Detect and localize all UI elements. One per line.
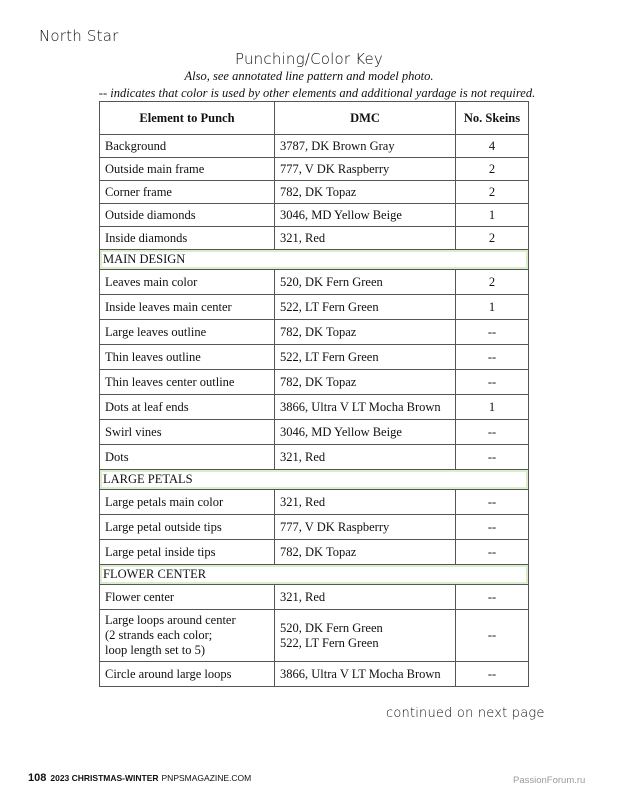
- skeins-cell: 1: [456, 204, 529, 227]
- dmc-cell: 777, V DK Raspberry: [275, 158, 456, 181]
- dmc-cell: 522, LT Fern Green: [275, 345, 456, 370]
- table-row: [100, 345, 529, 370]
- element-cell: Flower center: [100, 585, 275, 610]
- skeins-cell: --: [456, 445, 529, 470]
- element-cell: Inside diamonds: [100, 227, 275, 250]
- dmc-cell: 782, DK Topaz: [275, 540, 456, 565]
- dmc-cell: 782, DK Topaz: [275, 181, 456, 204]
- table-row: [100, 395, 529, 420]
- skeins-cell: 2: [456, 227, 529, 250]
- skeins-cell: --: [456, 662, 529, 687]
- dmc-line: 522, LT Fern Green: [280, 635, 379, 650]
- dmc-cell: 321, Red: [275, 585, 456, 610]
- table-row: [100, 490, 529, 515]
- dmc-cell: 321, Red: [275, 490, 456, 515]
- skeins-cell: --: [456, 610, 529, 662]
- skeins-cell: --: [456, 515, 529, 540]
- skeins-cell: 2: [456, 158, 529, 181]
- site-url: PNPSMAGAZINE.COM: [161, 773, 252, 783]
- table-row: [100, 135, 529, 158]
- dmc-cell: 3046, MD Yellow Beige: [275, 204, 456, 227]
- element-cell: Dots at leaf ends: [100, 395, 275, 420]
- element-line: Large loops around center: [105, 613, 236, 627]
- table-row: [100, 515, 529, 540]
- table-row: [100, 370, 529, 395]
- section-title: FLOWER CENTER: [100, 565, 529, 585]
- dmc-cell: 777, V DK Raspberry: [275, 515, 456, 540]
- dmc-cell: 3787, DK Brown Gray: [275, 135, 456, 158]
- dmc-cell: 522, LT Fern Green: [275, 295, 456, 320]
- skeins-cell: --: [456, 345, 529, 370]
- watermark: PassionForum.ru: [513, 775, 586, 786]
- legend-note: -- indicates that color is used by other elements and additional yardage is not required.: [98, 86, 536, 100]
- table-row: [100, 227, 529, 250]
- dmc-cell: 782, DK Topaz: [275, 370, 456, 395]
- table-row: [100, 540, 529, 565]
- dmc-cell: 321, Red: [275, 445, 456, 470]
- key-title: Punching/Color Key: [234, 50, 383, 68]
- continued-note: continued on next page: [386, 706, 545, 721]
- dmc-cell: 3046, MD Yellow Beige: [275, 420, 456, 445]
- element-cell: Outside diamonds: [100, 204, 275, 227]
- table-row: [100, 445, 529, 470]
- skeins-cell: --: [456, 540, 529, 565]
- dmc-cell: 520, DK Fern Green: [275, 270, 456, 295]
- subtitle-note: Also, see annotated line pattern and model photo.: [184, 69, 434, 83]
- skeins-cell: 2: [456, 181, 529, 204]
- dmc-line: 520, DK Fern Green: [280, 620, 383, 635]
- section-title: MAIN DESIGN: [100, 250, 529, 270]
- skeins-cell: --: [456, 420, 529, 445]
- element-line: loop length set to 5): [105, 643, 205, 657]
- skeins-cell: --: [456, 370, 529, 395]
- skeins-cell: 1: [456, 295, 529, 320]
- column-header: No. Skeins: [456, 102, 529, 135]
- column-header: DMC: [275, 102, 456, 135]
- dmc-cell: 321, Red: [275, 227, 456, 250]
- element-cell: Outside main frame: [100, 158, 275, 181]
- element-cell: Large petals main color: [100, 490, 275, 515]
- element-cell: Thin leaves center outline: [100, 370, 275, 395]
- table-row: [100, 158, 529, 181]
- table-row: [100, 662, 529, 687]
- table-row: [100, 181, 529, 204]
- element-cell: Thin leaves outline: [100, 345, 275, 370]
- section-header-row: [100, 250, 529, 270]
- dmc-cell: 782, DK Topaz: [275, 320, 456, 345]
- table-row: [100, 585, 529, 610]
- dmc-cell: [275, 610, 456, 662]
- dmc-cell: 3866, Ultra V LT Mocha Brown: [275, 395, 456, 420]
- element-cell: Background: [100, 135, 275, 158]
- header-label: North Star: [39, 27, 119, 45]
- element-cell: Swirl vines: [100, 420, 275, 445]
- color-key-table: [99, 101, 529, 687]
- page-footer: [28, 772, 251, 784]
- dmc-cell: 3866, Ultra V LT Mocha Brown: [275, 662, 456, 687]
- page-number: 108: [28, 772, 47, 784]
- skeins-cell: --: [456, 585, 529, 610]
- section-header-row: [100, 565, 529, 585]
- element-cell: Leaves main color: [100, 270, 275, 295]
- skeins-cell: 1: [456, 395, 529, 420]
- element-line: (2 strands each color;: [105, 628, 213, 642]
- element-cell: Large leaves outline: [100, 320, 275, 345]
- skeins-cell: --: [456, 490, 529, 515]
- element-cell: Corner frame: [100, 181, 275, 204]
- element-cell: Large petal inside tips: [100, 540, 275, 565]
- element-cell: Circle around large loops: [100, 662, 275, 687]
- section-header-row: [100, 470, 529, 490]
- table-row: [100, 320, 529, 345]
- section-title: LARGE PETALS: [100, 470, 529, 490]
- element-cell: [100, 610, 275, 662]
- skeins-cell: 4: [456, 135, 529, 158]
- skeins-cell: --: [456, 320, 529, 345]
- element-cell: Inside leaves main center: [100, 295, 275, 320]
- column-header: Element to Punch: [100, 102, 275, 135]
- element-cell: Dots: [100, 445, 275, 470]
- issue-label: 2023 CHRISTMAS-WINTER: [50, 773, 159, 783]
- element-cell: Large petal outside tips: [100, 515, 275, 540]
- table-row: [100, 204, 529, 227]
- table-row: [100, 610, 529, 662]
- table-row: [100, 420, 529, 445]
- skeins-cell: 2: [456, 270, 529, 295]
- table-row: [100, 295, 529, 320]
- table-header-row: [100, 102, 529, 135]
- table-row: [100, 270, 529, 295]
